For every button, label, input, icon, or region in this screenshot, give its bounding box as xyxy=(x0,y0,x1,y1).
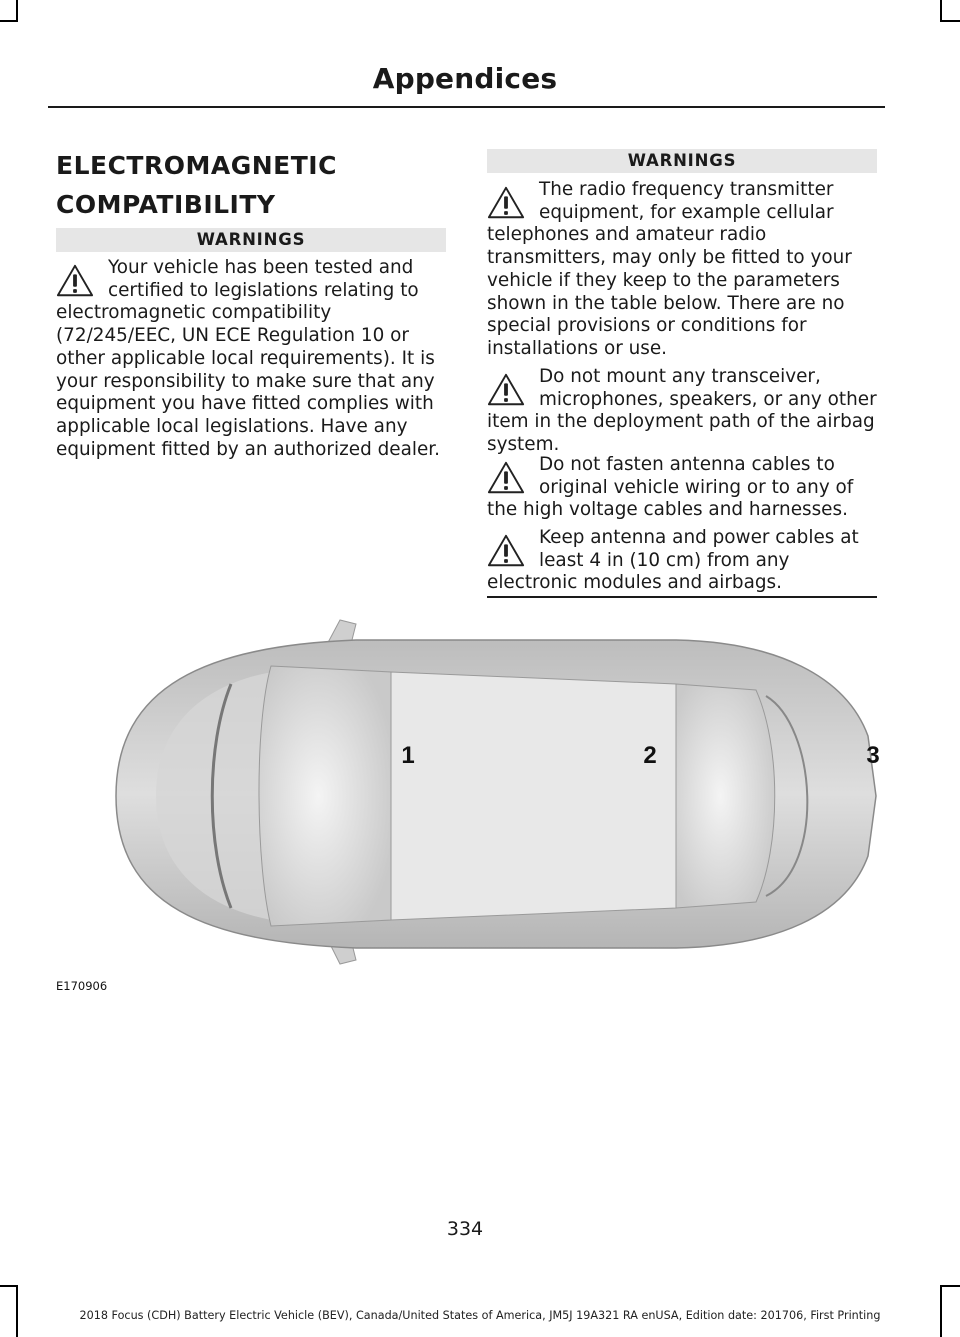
warning-triangle-icon xyxy=(487,460,525,496)
warnings-heading: WARNINGS xyxy=(56,228,446,252)
crop-mark xyxy=(940,0,942,20)
crop-mark xyxy=(0,20,18,22)
footer-text: 2018 Focus (CDH) Battery Electric Vehicle (BEV), Canada/United States of America, JM5J 19A321 RA enUSA, Edition date: 201706, First Printing xyxy=(79,1309,881,1322)
warning-text: Do not fasten antenna cables to original vehicle wiring or to any of the high voltage cables and harnesses. xyxy=(487,454,854,521)
crop-mark xyxy=(0,1285,18,1287)
warning-triangle-icon xyxy=(487,533,525,569)
vehicle-top-view-figure xyxy=(56,606,888,1006)
figure-callout-3: 3 xyxy=(866,742,880,769)
warning-text: Do not mount any transceiver, microphones, speakers, or any other item in the deployment path of the airbag system. xyxy=(487,366,877,456)
figure-callout-2: 2 xyxy=(643,742,657,769)
section-title-line: COMPATIBILITY xyxy=(56,190,276,219)
page-header-title: Appendices xyxy=(372,62,558,95)
warnings-heading: WARNINGS xyxy=(487,149,877,173)
warning-triangle-icon xyxy=(487,372,525,408)
figure-callout-1: 1 xyxy=(401,742,415,769)
warning-text: Your vehicle has been tested and certified to legislations relating to electromagnetic compatibility (72/245/EEC, UN ECE Regulation 10 or other applicable local requirements). It is your responsibility to make sure that any equipment you have fitted complies with applicable local legislations. Have any equipment fitted by an authorized dealer. xyxy=(56,257,440,460)
crop-mark xyxy=(16,0,18,20)
warning-text: Keep antenna and power cables at least 4 in (10 cm) from any electronic modules and airbags. xyxy=(487,527,859,594)
warning-triangle-icon xyxy=(56,263,94,299)
crop-mark xyxy=(940,20,960,22)
section-title-line: ELECTROMAGNETIC xyxy=(56,151,337,180)
header-divider xyxy=(48,106,885,108)
page-number: 334 xyxy=(446,1218,484,1240)
crop-mark xyxy=(940,1285,960,1287)
figure-code: E170906 xyxy=(56,979,108,993)
warnings-end-rule xyxy=(487,596,877,598)
warning-item xyxy=(487,366,880,457)
warning-item xyxy=(56,257,448,461)
section-title xyxy=(56,146,446,224)
warning-text: The radio frequency transmitter equipment, for example cellular telephones and amateur radio transmitters, may only be fitted to your vehicle if they keep to the parameters shown in the table below. There are no special provisions or conditions for installations or use. xyxy=(487,179,852,359)
warning-item xyxy=(487,527,880,595)
warning-item xyxy=(487,179,880,361)
warning-triangle-icon xyxy=(487,185,525,221)
warning-item xyxy=(487,454,880,522)
